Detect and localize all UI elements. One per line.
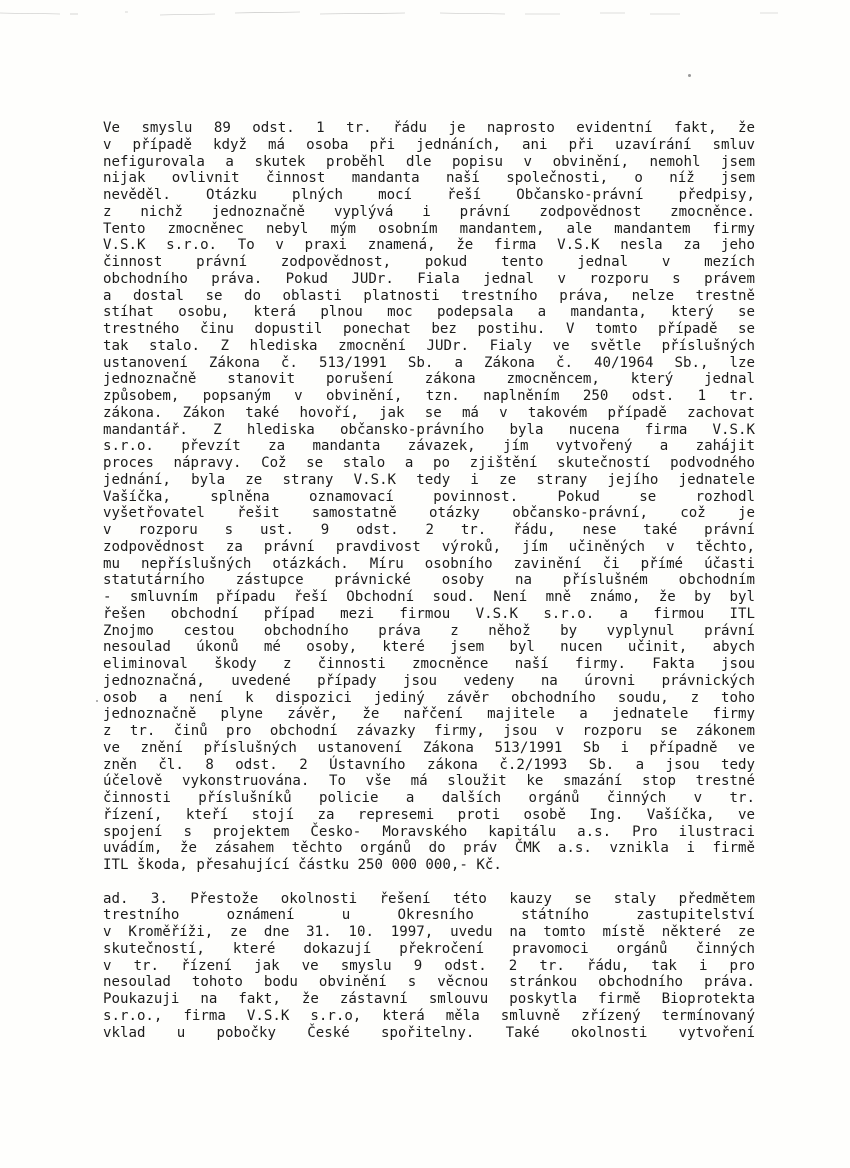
paragraph-gap	[103, 874, 755, 891]
text-line: z nichž jednoznačně vyplývá i právní zodpovědnost zmocněnce.	[103, 203, 755, 220]
text-line: nesoulad tohoto bodu obvinění s věcnou stránkou obchodního práva.	[103, 974, 755, 991]
text-line: nijak ovlivnit činnost mandanta naší společnosti, o níž jsem	[103, 170, 755, 187]
text-line: řešen obchodní případ mezi firmou V.S.K s.r.o. a firmou ITL	[103, 605, 755, 622]
text-line: mandantář. Z hlediska občansko-právního byla nucena firma V.S.K	[103, 421, 755, 438]
text-line: v případě když má osoba při jednáních, ani při uzavírání smluv	[103, 136, 755, 153]
paragraph-1	[103, 120, 755, 874]
text-line: tak stalo. Z hlediska zmocnění JUDr. Fialy ve světle příslušných	[103, 337, 755, 354]
document-body	[103, 120, 755, 1041]
text-line: nefigurovala a skutek proběhl dle popisu v obvinění, nemohl jsem	[103, 153, 755, 170]
text-line: mu nepříslušných otázkách. Míru osobního zavinění či přímé účasti	[103, 555, 755, 572]
text-line: jednoznačná, uvedené případy jsou vedeny na úrovni právnických	[103, 672, 755, 689]
text-line: ad. 3. Přestože okolnosti řešení této kauzy se staly předmětem	[103, 890, 755, 907]
text-line: zodpovědnost za právní pravdivost výroků, jím učiněných v těchto,	[103, 538, 755, 555]
paragraph-2	[103, 891, 755, 1042]
text-line: vklad u pobočky České spořitelny. Také okolnosti vytvoření	[103, 1024, 755, 1041]
text-line: ITL škoda, přesahující částku 250 000 000,- Kč.	[103, 857, 502, 873]
text-line: Poukazuji na fakt, že zástavní smlouvu poskytla firmě Bioprotekta	[103, 991, 755, 1007]
text-line: způsobem, popsaným v obvinění, tzn. naplněním 250 odst. 1 tr.	[103, 388, 755, 404]
text-line: trestného činu dopustil ponechat bez postihu. V tomto případě se	[103, 321, 755, 337]
text-line: Znojmo cestou obchodního práva z něhož by vyplynul právní	[103, 622, 755, 639]
text-line: řízení, kteří stojí za represemi proti osobě Ing. Vašíčka, ve	[103, 806, 755, 823]
text-line: Tento zmocněnec nebyl mým osobním mandantem, ale mandantem firmy	[103, 220, 755, 237]
text-line: eliminoval škody z činnosti zmocněnce naší firmy. Fakta jsou	[103, 656, 755, 672]
text-line: s.r.o. převzít za mandanta závazek, jím vytvořený a zahájit	[103, 438, 755, 455]
text-line: v tr. řízení jak ve smyslu 9 odst. 2 tr. řádu, tak i pro	[103, 957, 755, 974]
text-line: v rozporu s ust. 9 odst. 2 tr. řádu, nese také právní	[103, 522, 755, 538]
scan-edge-noise	[0, 8, 780, 22]
text-line: - smluvním případu řeší Obchodní soud. Není mně známo, že by byl	[103, 589, 755, 605]
text-line: skutečností, které dokazují překročení pravomoci orgánů činných	[103, 940, 755, 957]
text-line: trestního oznámení u Okresního státního zastupitelství	[103, 907, 755, 924]
text-line: vyšetřovatel řešit samostatně otázky občansko-právní, což je	[103, 505, 755, 522]
text-line: jednoznačně stanovit porušení zákona zmocněncem, který jednal	[103, 371, 755, 388]
text-line: jednoznačně plyne závěr, že nařčení majitele a jednatele firmy	[103, 706, 755, 723]
text-line: nevěděl. Otázku plných mocí řeší Občansko-právní předpisy,	[103, 187, 755, 203]
text-line: stíhat osobu, která plnou moc podepsala a mandanta, který se	[103, 304, 755, 321]
text-line: a dostal se do oblasti platnosti trestního práva, nelze trestně	[103, 287, 755, 304]
text-line: jednání, byla ze strany V.S.K tedy i ze strany jejího jednatele	[103, 471, 755, 488]
text-line: spojení s projektem Česko- Moravského kapitálu a.s. Pro ilustraci	[103, 823, 755, 840]
text-line: Vašíčka, splněna oznamovací povinnost. Pokud se rozhodl	[103, 488, 755, 505]
text-line: ve znění příslušných ustanovení Zákona 513/1991 Sb i případně ve	[103, 739, 755, 756]
text-line: s.r.o., firma V.S.K s.r.o, která měla smluvně zřízený termínovaný	[103, 1007, 755, 1024]
scan-speck	[96, 700, 98, 702]
text-line: zněn čl. 8 odst. 2 Ústavního zákona č.2/1993 Sb. a jsou tedy	[103, 756, 755, 773]
text-line: činnosti příslušníků policie a dalších orgánů činných v tr.	[103, 790, 755, 806]
text-line: proces nápravy. Což se stalo a po zjištění skutečností podvodného	[103, 455, 755, 471]
text-line: nesoulad úkonů mé osoby, které jsem byl nucen učinit, abych	[103, 639, 755, 656]
text-line: obchodního práva. Pokud JUDr. Fiala jednal v rozporu s právem	[103, 270, 755, 287]
text-line: osob a není k dispozici jediný závěr obchodního soudu, z toho	[103, 689, 755, 706]
text-line: zákona. Zákon také hovoří, jak se má v takovém případě zachovat	[103, 404, 755, 421]
text-line: ustanovení Zákona č. 513/1991 Sb. a Zákona č. 40/1964 Sb., lze	[103, 354, 755, 371]
text-line: činnost právní zodpovědnost, pokud tento jednal v mezích	[103, 254, 755, 270]
scan-speck	[688, 74, 691, 77]
text-line: statutárního zástupce právnické osoby na příslušném obchodním	[103, 572, 755, 589]
text-line: V.S.K s.r.o. To v praxi znamená, že firma V.S.K nesla za jeho	[103, 237, 755, 254]
text-line: účelově vykonstruována. To vše má sloužit ke smazání stop trestné	[103, 773, 755, 790]
text-line: z tr. činů pro obchodní závazky firmy, jsou v rozporu se zákonem	[103, 723, 755, 739]
text-line: Ve smyslu 89 odst. 1 tr. řádu je naprosto evidentní fakt, že	[103, 120, 755, 136]
text-line: uvádím, že zásahem těchto orgánů do práv ČMK a.s. vznikla i firmě	[103, 840, 755, 857]
text-line: v Kroměříži, ze dne 31. 10. 1997, uvedu na tomto místě některé ze	[103, 924, 755, 940]
